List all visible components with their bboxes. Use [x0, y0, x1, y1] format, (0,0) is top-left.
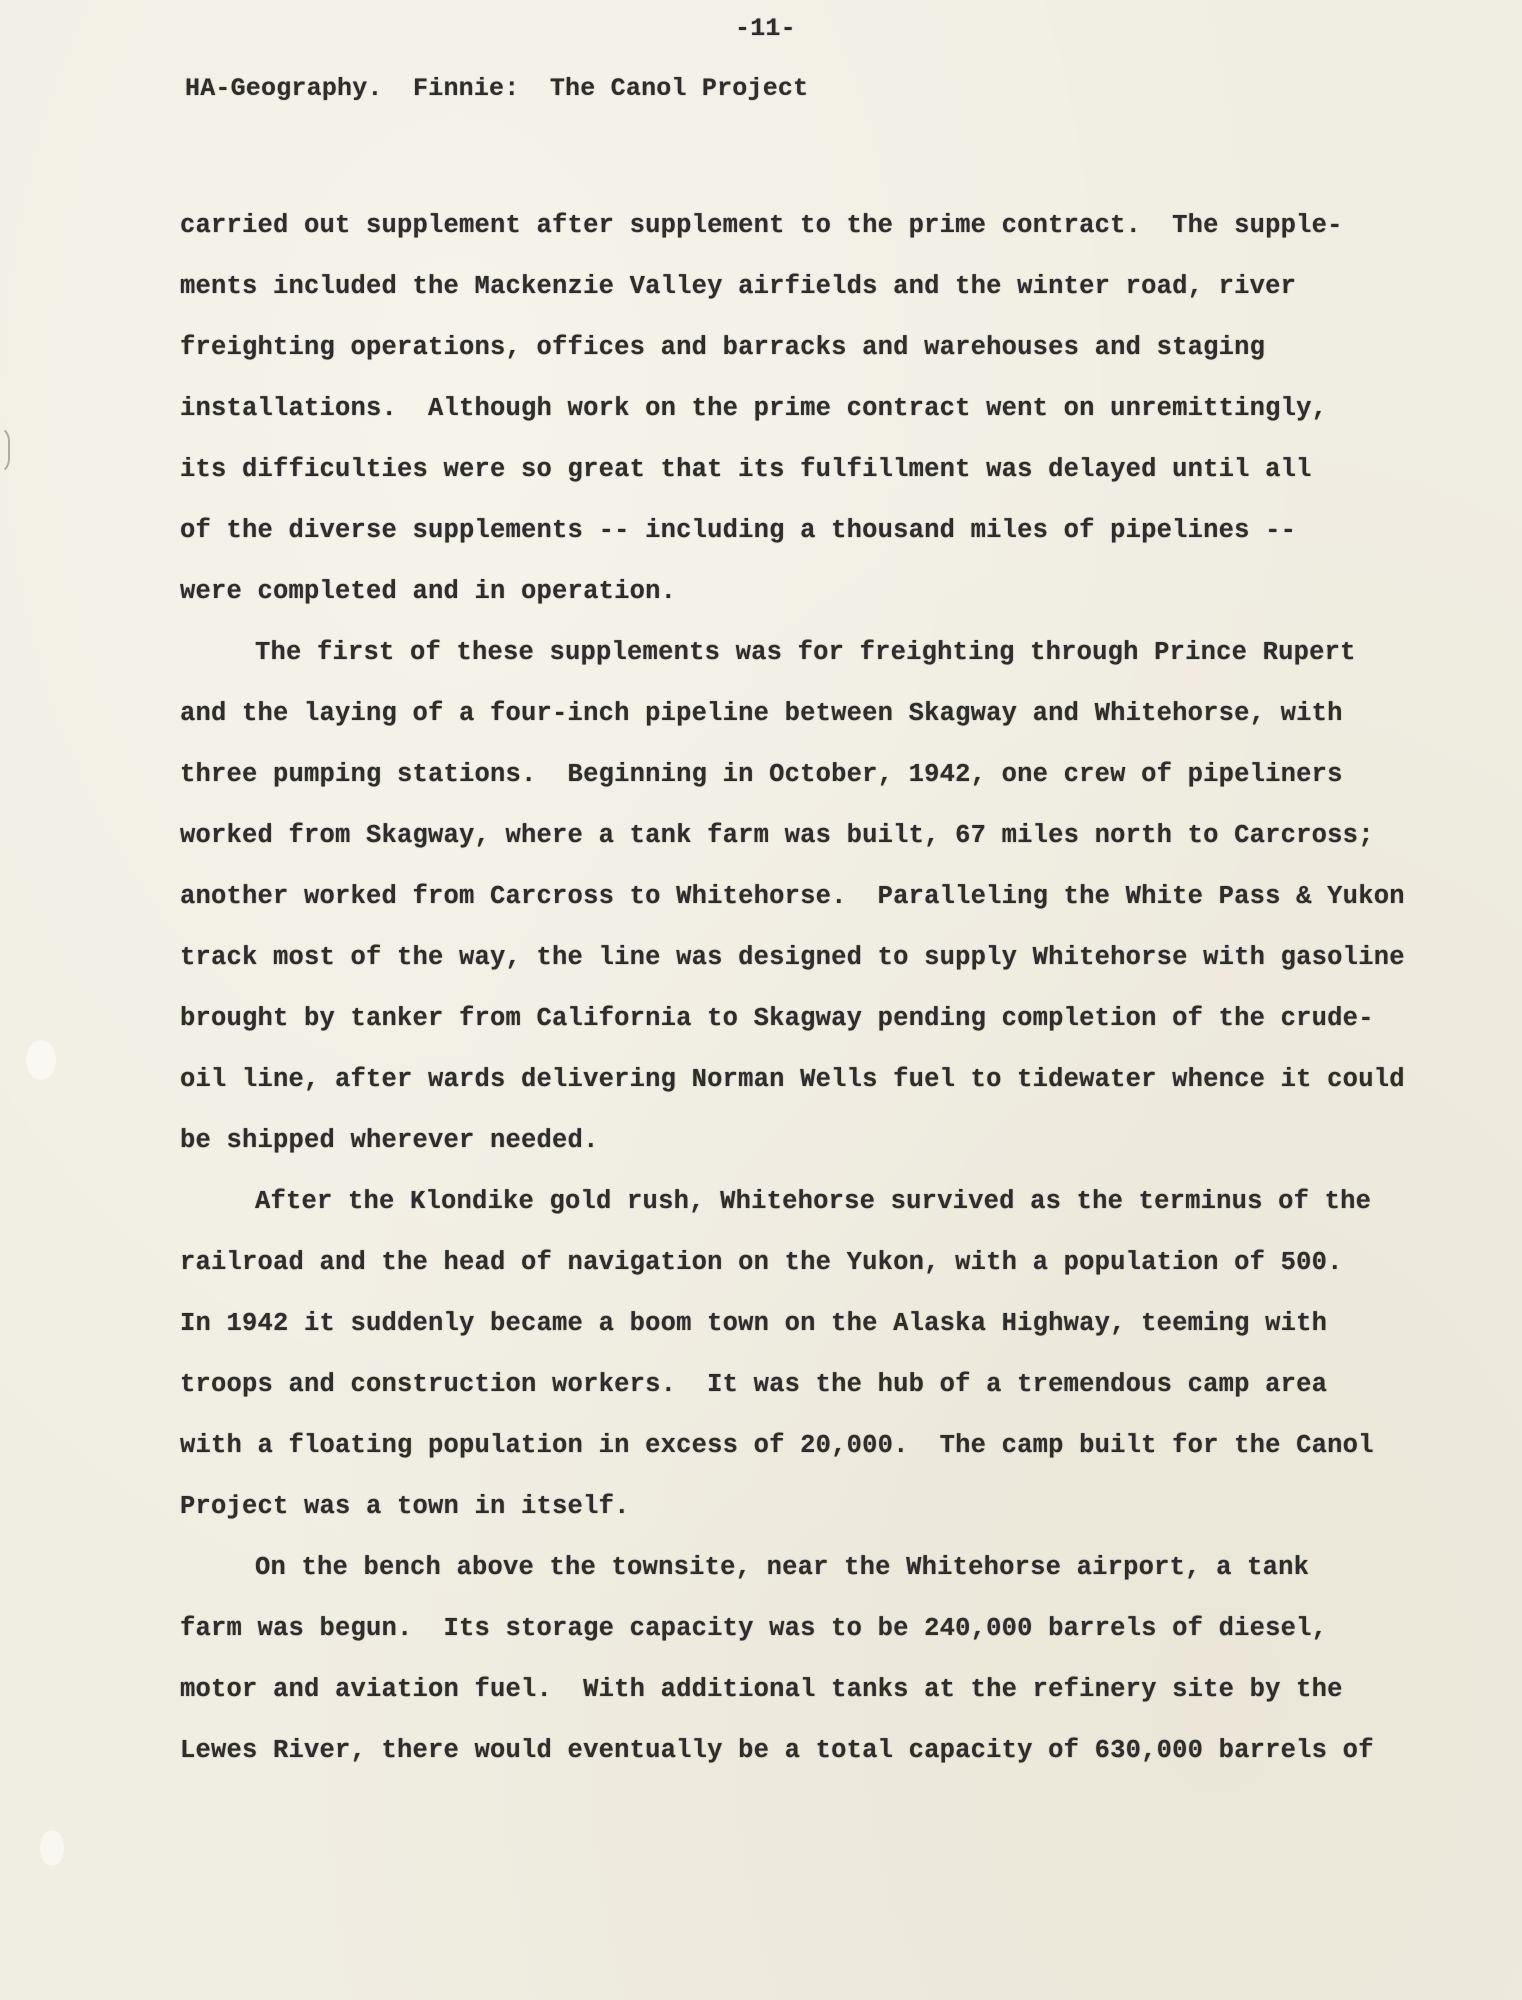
text-line: installations. Although work on the prime contract went on unremittingly, — [180, 394, 1328, 423]
body-text — [180, 195, 1420, 1781]
text-line: track most of the way, the line was designed to supply Whitehorse with gasoline — [180, 943, 1405, 972]
paragraph-first-line: On the bench above the townsite, near the Whitehorse airport, a tank — [255, 1553, 1310, 1582]
text-line: freighting operations, offices and barracks and warehouses and staging — [180, 333, 1266, 362]
text-line: ments included the Mackenzie Valley airfields and the winter road, river — [180, 272, 1297, 301]
text-line: Project was a town in itself. — [180, 1492, 630, 1521]
text-line: three pumping stations. Beginning in October, 1942, one crew of pipeliners — [180, 760, 1343, 789]
binder-hole-mark — [0, 425, 10, 475]
text-line: with a floating population in excess of 20,000. The camp built for the Canol — [180, 1431, 1374, 1460]
paragraph-first-line: After the Klondike gold rush, Whitehorse survived as the terminus of the — [255, 1187, 1372, 1216]
text-line: be shipped wherever needed. — [180, 1126, 599, 1155]
text-line: another worked from Carcross to Whitehorse. Paralleling the White Pass & Yukon — [180, 882, 1405, 911]
text-line: and the laying of a four-inch pipeline between Skagway and Whitehorse, with — [180, 699, 1343, 728]
text-line: railroad and the head of navigation on the Yukon, with a population of 500. — [180, 1248, 1343, 1277]
text-line: Lewes River, there would eventually be a total capacity of 630,000 barrels of — [180, 1736, 1374, 1765]
text-line: troops and construction workers. It was the hub of a tremendous camp area — [180, 1370, 1328, 1399]
text-line: brought by tanker from California to Skagway pending completion of the crude- — [180, 1004, 1374, 1033]
text-line: were completed and in operation. — [180, 577, 677, 606]
paragraph-first-line: The first of these supplements was for freighting through Prince Rupert — [255, 638, 1356, 667]
text-line: carried out supplement after supplement to the prime contract. The supple- — [180, 211, 1343, 240]
text-line: oil line, after wards delivering Norman Wells fuel to tidewater whence it could — [180, 1065, 1405, 1094]
text-line: farm was begun. Its storage capacity was to be 240,000 barrels of diesel, — [180, 1614, 1328, 1643]
text-line: In 1942 it suddenly became a boom town on the Alaska Highway, teeming with — [180, 1309, 1328, 1338]
text-line: worked from Skagway, where a tank farm was built, 67 miles north to Carcross; — [180, 821, 1374, 850]
paper-scuff — [26, 1040, 56, 1080]
text-line: its difficulties were so great that its fulfillment was delayed until all — [180, 455, 1312, 484]
text-line: motor and aviation fuel. With additional tanks at the refinery site by the — [180, 1675, 1343, 1704]
text-line: of the diverse supplements -- including a thousand miles of pipelines -- — [180, 516, 1297, 545]
page-number: -11- — [735, 14, 796, 43]
running-header: HA-Geography. Finnie: The Canol Project — [185, 74, 809, 103]
paper-scuff — [40, 1830, 64, 1866]
